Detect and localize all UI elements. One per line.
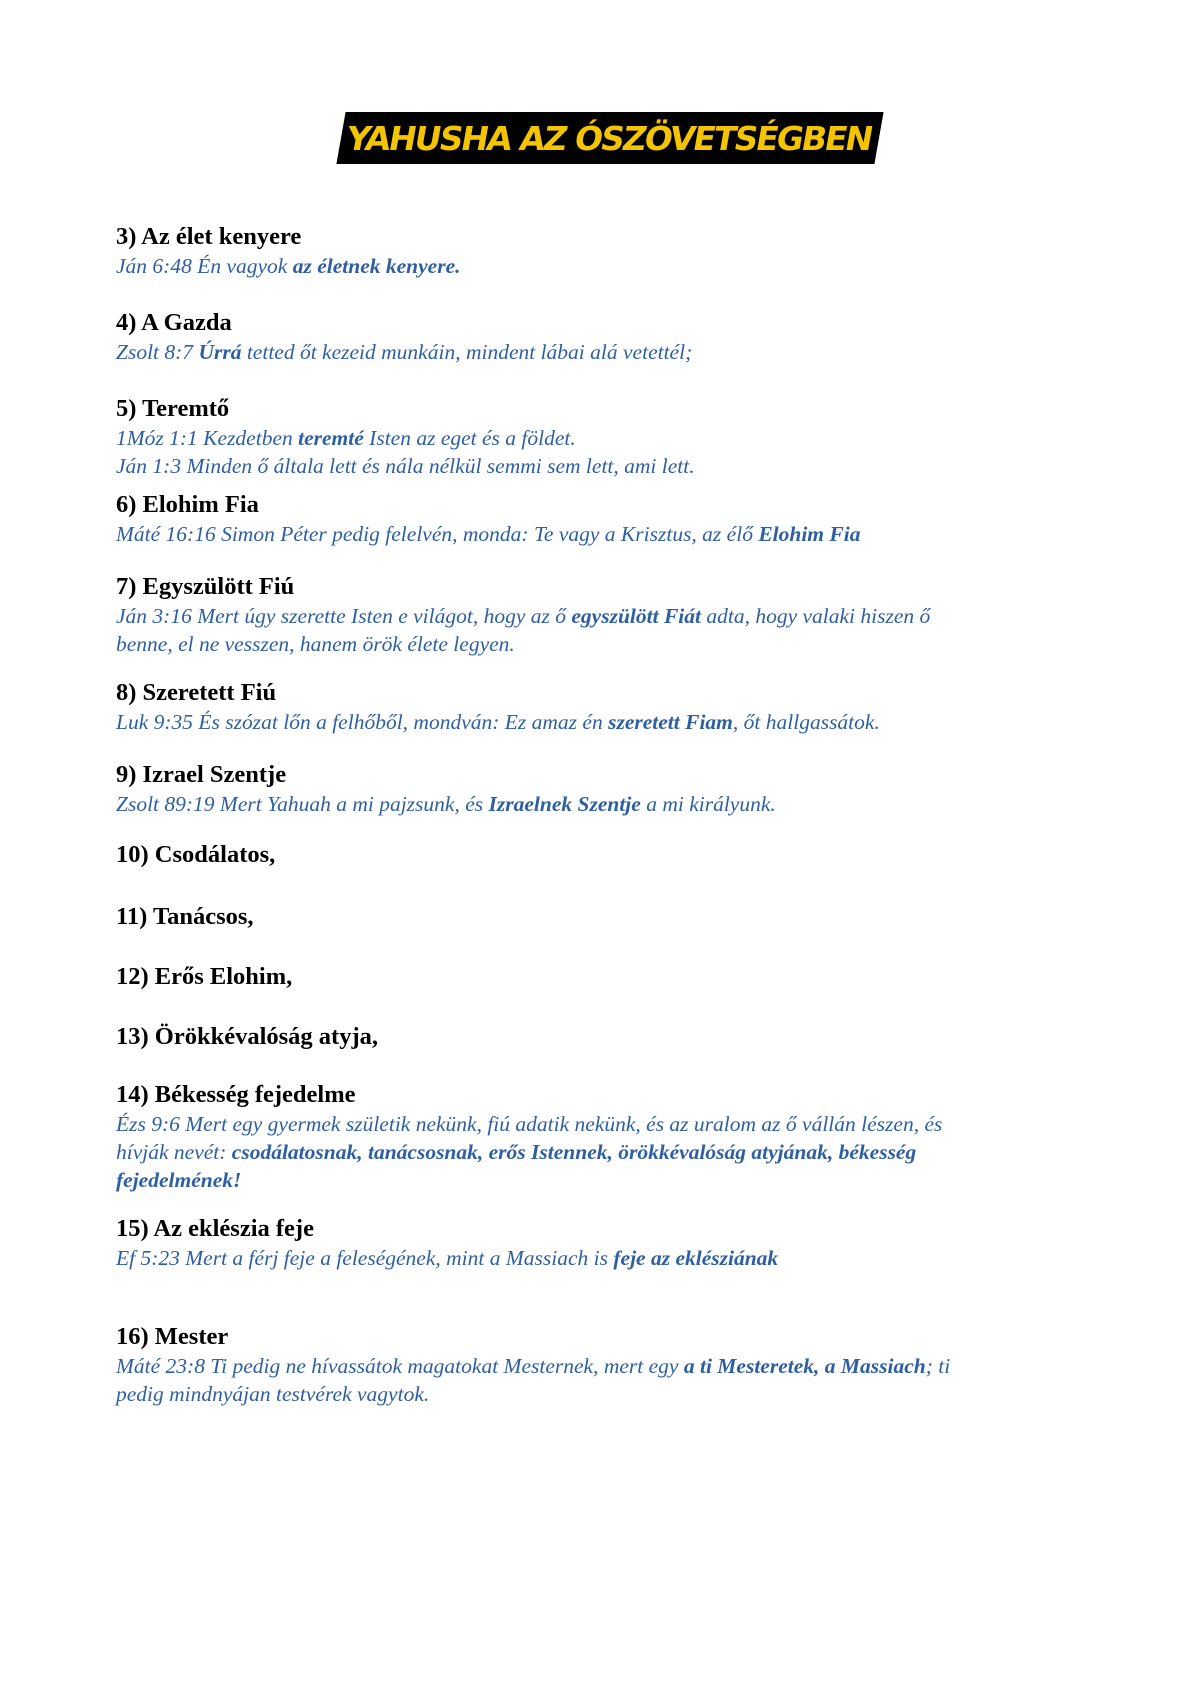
verse-text: Luk 9:35 És szózat lőn a felhőből, mondván: Ez amaz én: [116, 710, 609, 734]
verse-line: [116, 252, 1076, 280]
verse-text: Ján 1:3 Minden ő általa lett és nála nélkül semmi sem lett, ami lett.: [116, 454, 695, 478]
entry: [116, 840, 1076, 870]
verse-text: tetted őt kezeid munkáin, mindent lábai alá vetettél;: [241, 340, 693, 364]
verse-line: [116, 424, 1076, 452]
verse-text: Máté 16:16 Simon Péter pedig felelvén, monda: Te vagy a Krisztus, az élő: [116, 522, 759, 546]
verse-text: 1Móz 1:1 Kezdetben: [116, 426, 299, 450]
title-banner: [0, 112, 1190, 164]
entry-heading: 6) Elohim Fia: [116, 491, 259, 518]
verse-line: [116, 708, 1076, 736]
verse-emphasis: teremté: [298, 426, 364, 450]
verse-line: [116, 1138, 1076, 1166]
verse-text: Ján 3:16 Mert úgy szerette Isten e világot, hogy az ő: [116, 604, 572, 628]
verse-emphasis: Elohim Fia: [758, 522, 861, 546]
entry-heading: 11) Tanácsos,: [116, 903, 254, 930]
verse-emphasis: szeretett Fiam: [608, 710, 733, 734]
verse-line: [116, 1352, 1076, 1380]
entry-heading: 14) Békesség fejedelme: [116, 1081, 356, 1108]
entry-heading: 15) Az eklészia feje: [116, 1215, 314, 1242]
verse-line: [116, 1110, 1076, 1138]
verse-text: , őt hallgassátok.: [732, 710, 880, 734]
entry-heading: 3) Az élet kenyere: [116, 223, 302, 250]
verse-text: Zsolt 8:7: [116, 340, 199, 364]
entry-heading: 10) Csodálatos,: [116, 841, 276, 868]
entry-heading: 5) Teremtő: [116, 395, 230, 422]
verse-emphasis: egyszülött Fiát: [571, 604, 701, 628]
entry: [116, 1080, 1076, 1194]
verse-line: [116, 1166, 1076, 1194]
verse-emphasis: csodálatosnak, tanácsosnak, erős Istennek, örökkévalóság atyjának, békesség: [231, 1140, 917, 1164]
entry-heading: 13) Örökkévalóság atyja,: [116, 1023, 378, 1050]
entry-heading: 7) Egyszülött Fiú: [116, 573, 295, 600]
entry-heading: 8) Szeretett Fiú: [116, 679, 277, 706]
verse-line: [116, 790, 1076, 818]
entry: [116, 678, 1076, 736]
verse-text: Ján 6:48 Én vagyok: [116, 254, 293, 278]
entry: [116, 222, 1076, 280]
verse-emphasis: Úrrá: [198, 340, 242, 364]
entry: [116, 572, 1076, 658]
entry: [116, 308, 1076, 366]
verse-text: pedig mindnyájan testvérek vagytok.: [116, 1382, 430, 1406]
verse-text: adta, hogy valaki hiszen ő: [700, 604, 931, 628]
entry: [116, 394, 1076, 480]
verse-text: Zsolt 89:19 Mert Yahuah a mi pajzsunk, és: [116, 792, 489, 816]
verse-text: Ézs 9:6 Mert egy gyermek születik nekünk, fiú adatik nekünk, és az uralom az ő vállán lészen, és: [116, 1112, 943, 1136]
verse-text: benne, el ne vesszen, hanem örök élete legyen.: [116, 632, 515, 656]
verse-emphasis: fejedelmének!: [116, 1168, 242, 1192]
entry: [116, 1214, 1076, 1272]
verse-line: [116, 1244, 1076, 1272]
entry: [116, 1322, 1076, 1408]
verse-emphasis: feje az eklésziának: [613, 1246, 779, 1270]
document-title-text: YAHUSHA AZ ÓSZÖVETSÉGBEN: [343, 119, 875, 158]
verse-line: [116, 602, 1076, 630]
verse-line: [116, 520, 1076, 548]
entry: [116, 902, 1076, 932]
verse-text: hívják nevét:: [116, 1140, 232, 1164]
entry: [116, 1022, 1076, 1052]
verse-emphasis: a ti Mesteretek, a Massiach: [683, 1354, 926, 1378]
document-title: [336, 112, 883, 164]
entry: [116, 490, 1076, 548]
entry: [116, 760, 1076, 818]
entry: [116, 962, 1076, 992]
entry-heading: 4) A Gazda: [116, 309, 232, 336]
entry-heading: 16) Mester: [116, 1323, 229, 1350]
entry-heading: 12) Erős Elohim,: [116, 963, 293, 990]
verse-line: [116, 1380, 1076, 1408]
verse-emphasis: Izraelnek Szentje: [488, 792, 641, 816]
entry-heading: 9) Izrael Szentje: [116, 761, 287, 788]
verse-line: [116, 338, 1076, 366]
verse-text: a mi királyunk.: [640, 792, 776, 816]
verse-text: Isten az eget és a földet.: [363, 426, 576, 450]
verse-text: ; ti: [925, 1354, 951, 1378]
verse-line: [116, 630, 1076, 658]
verse-line: [116, 452, 1076, 480]
verse-text: Ef 5:23 Mert a férj feje a feleségének, mint a Massiach is: [116, 1246, 614, 1270]
verse-emphasis: az életnek kenyere.: [292, 254, 461, 278]
verse-text: Máté 23:8 Ti pedig ne hívassátok magatokat Mesternek, mert egy: [116, 1354, 684, 1378]
